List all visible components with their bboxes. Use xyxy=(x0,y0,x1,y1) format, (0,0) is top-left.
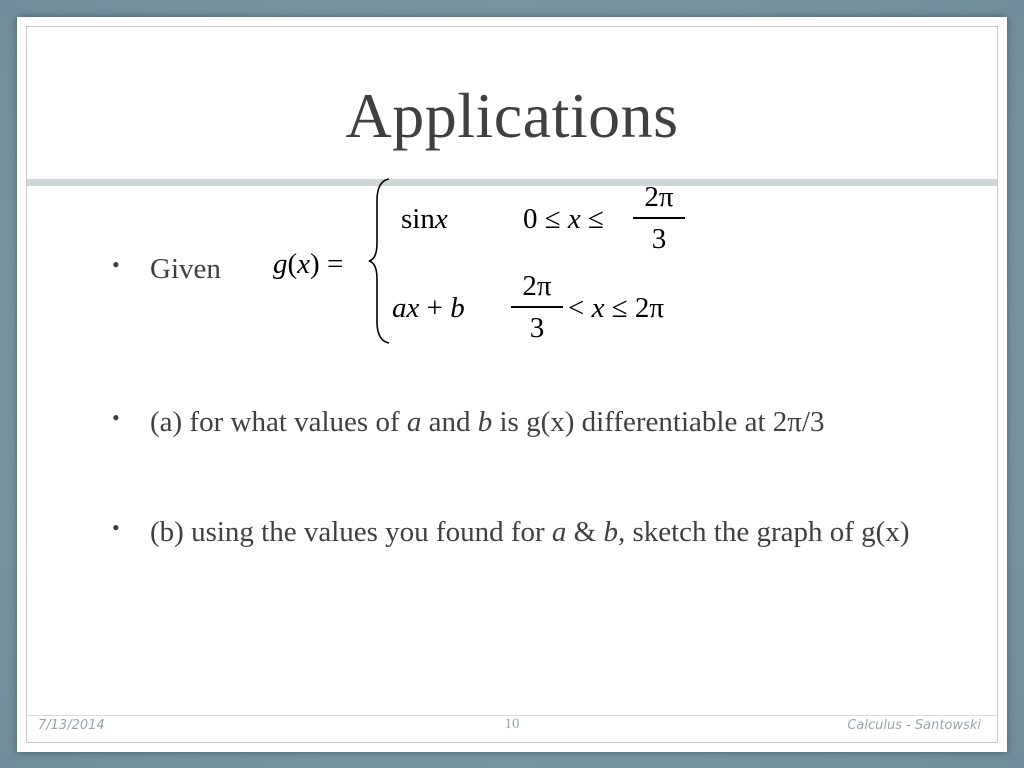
bullet-dot-icon: • xyxy=(112,252,120,277)
footer-date: 7/13/2014 xyxy=(38,718,105,733)
bullet-part-a xyxy=(150,402,940,443)
var-b: b xyxy=(477,406,493,438)
left-brace-icon xyxy=(367,177,393,345)
footer-author: Calculus - Santowski xyxy=(847,718,981,733)
var-a: a xyxy=(551,516,567,548)
slide xyxy=(17,17,1007,752)
part-a-suffix: is g(x) differentiable at 2π/3 xyxy=(492,406,825,438)
part-b-suffix: , sketch the graph of g(x) xyxy=(617,516,910,548)
case2-denominator: 3 xyxy=(529,311,545,344)
case2-expression: ax + b xyxy=(392,292,465,324)
case2-numerator: 2π xyxy=(522,270,552,302)
var-a: a xyxy=(406,406,422,438)
footer-page-number: 10 xyxy=(504,716,520,732)
bullet-given: Given xyxy=(150,253,221,285)
fraction-bar xyxy=(511,306,563,308)
var-b: b xyxy=(603,516,618,548)
case1-fraction xyxy=(633,179,685,257)
formula-lhs: g(x) = xyxy=(273,248,344,280)
bullet-part-b xyxy=(150,512,940,553)
slide-title: Applications xyxy=(345,80,679,151)
case1-condition: 0 ≤ x ≤ xyxy=(523,203,604,235)
case1-denominator: 3 xyxy=(651,222,667,255)
case1-numerator: 2π xyxy=(644,181,674,213)
case1-expression: sinx xyxy=(401,203,448,235)
part-b-prefix: (b) using the values you found for xyxy=(150,516,552,548)
fraction-bar xyxy=(633,217,685,219)
case2-condition: < x ≤ 2π xyxy=(568,292,665,324)
title-divider xyxy=(27,179,997,186)
bullet-dot-icon: • xyxy=(112,515,120,540)
part-b-amp: & xyxy=(566,516,604,548)
case2-fraction xyxy=(511,268,563,346)
part-a-and: and xyxy=(421,406,478,438)
part-a-prefix: (a) for what values of xyxy=(150,406,407,438)
bullet-dot-icon: • xyxy=(112,405,120,430)
